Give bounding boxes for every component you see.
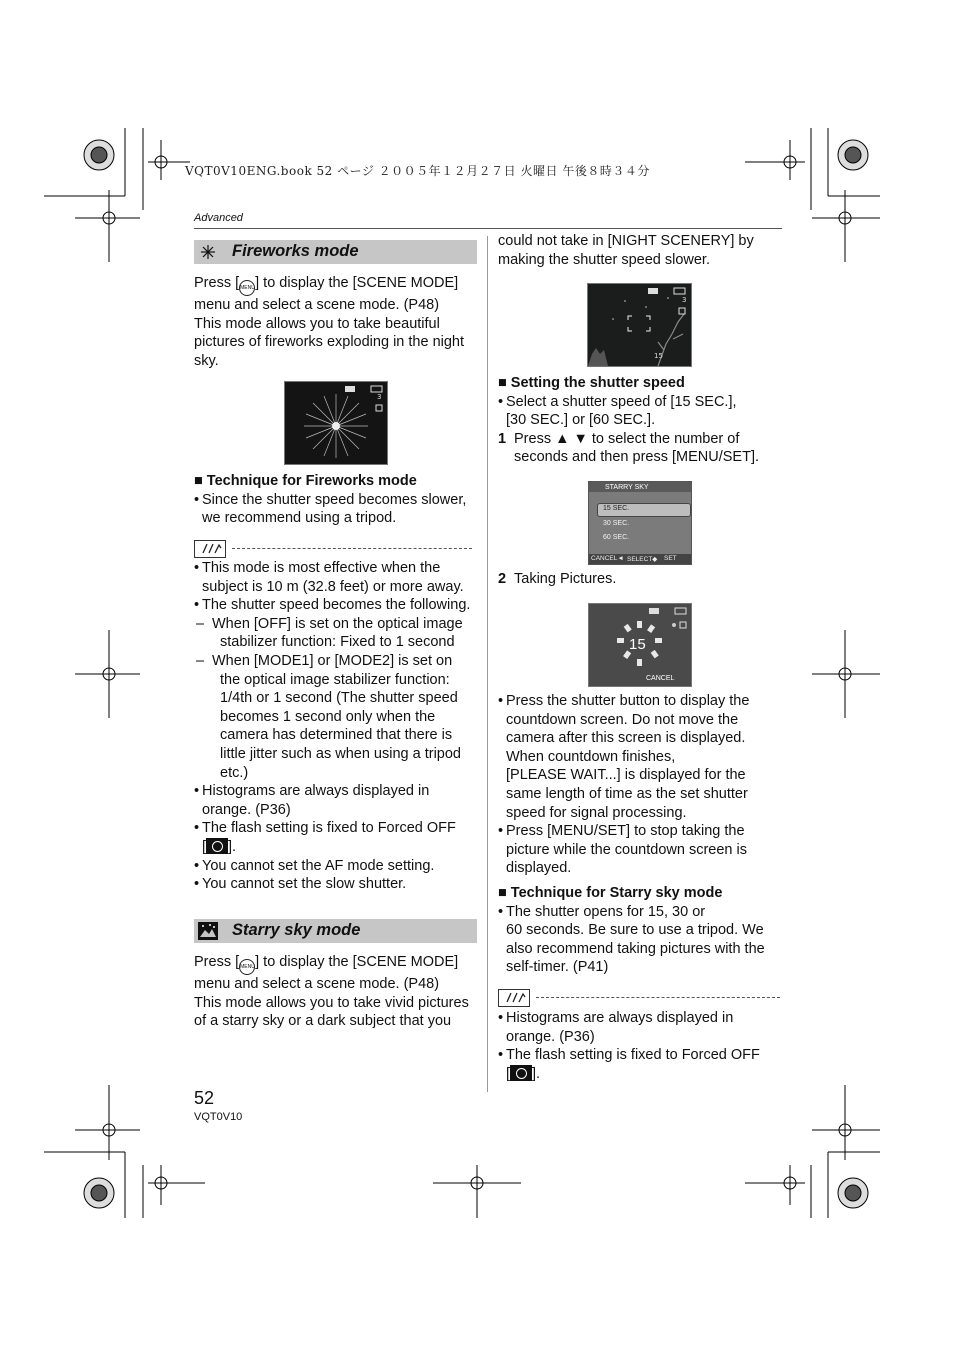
starry-title: Starry sky mode: [232, 921, 361, 939]
note-separator: [194, 540, 479, 558]
note-text: stabilizer function: Fixed to 1 second: [220, 634, 455, 651]
intro-text: menu and select a scene mode. (P48): [194, 297, 440, 313]
technique-heading: ■ Technique for Fireworks mode: [194, 473, 417, 489]
starry-heading: [194, 919, 477, 943]
menu-select-hint: SELECT◆: [627, 556, 658, 563]
technique-text: • Since the shutter speed becomes slower,: [194, 491, 479, 510]
fireworks-title: Fireworks mode: [232, 242, 359, 260]
note-text: • You cannot set the AF mode setting.: [194, 857, 484, 876]
technique-heading: ■ Technique for Starry sky mode: [498, 885, 723, 901]
screen-counter: 3: [377, 393, 382, 401]
intro-text: sky.: [194, 352, 219, 369]
fireworks-notes: [194, 559, 484, 894]
print-header: VQT0V10ENG.book 52 ページ ２００５年１２月２７日 火曜日 午後８時３４分: [185, 164, 650, 178]
note-text: – When [MODE1] or [MODE2] is set on: [194, 652, 484, 671]
technique-text: 60 seconds. Be sure to use a tripod. We: [506, 922, 764, 939]
header-rule: [194, 228, 782, 229]
intro-text: Press [: [194, 275, 240, 291]
technique-text: also recommend taking pictures with the: [506, 940, 765, 957]
intro-text: of a starry sky or a dark subject that you: [194, 1013, 452, 1030]
bracket-open: [: [506, 1065, 511, 1082]
flash-off-icon: [206, 838, 228, 854]
countdown-value: 15: [629, 636, 646, 653]
body-text: countdown screen. Do not move the: [506, 711, 739, 728]
bracket-open: [: [202, 838, 207, 855]
menu-option[interactable]: 60 SEC.: [603, 534, 630, 541]
note-icon: [194, 540, 226, 558]
note-dashed-line: [536, 997, 780, 998]
intro-text: This mode allows you to take beautiful: [194, 315, 440, 332]
starry-notes: [498, 1009, 783, 1083]
step-text: Press ▲ ▼ to select the number of: [514, 430, 740, 447]
page-code: VQT0V10: [194, 1111, 243, 1123]
technique-text: self-timer. (P41): [506, 959, 609, 976]
menu-set-icon: MENU: [239, 959, 255, 975]
intro-text: making the shutter speed slower.: [498, 251, 710, 268]
intro-text: could not take in [NIGHT SCENERY] by: [498, 233, 754, 249]
body-text: camera after this screen is displayed.: [506, 730, 746, 747]
fireworks-icon: [198, 243, 218, 261]
note-text: becomes 1 second only when the: [220, 708, 436, 725]
note-text: • You cannot set the slow shutter.: [194, 875, 484, 894]
menu-option[interactable]: 15 SEC.: [603, 505, 630, 512]
note-text: • The flash setting is fixed to Forced OFF: [194, 819, 484, 838]
note-text: orange. (P36): [202, 801, 291, 818]
starry-intro: [194, 953, 484, 1031]
intro-text: ] to display the [SCENE MODE]: [255, 275, 459, 291]
countdown-notes: [498, 692, 783, 878]
fireworks-intro: [194, 274, 479, 370]
bracket-close: ].: [228, 838, 237, 855]
note-dashed-line: [232, 548, 472, 549]
note-text: • Histograms are always displayed in: [194, 782, 484, 801]
note-text: – When [OFF] is set on the optical image: [194, 615, 484, 634]
technique-text: we recommend using a tripod.: [202, 510, 397, 527]
fireworks-burst-image: [285, 382, 387, 464]
note-text: 1/4th or 1 second (The shutter speed: [220, 690, 458, 707]
column-divider: [487, 236, 488, 1092]
note-text: • Histograms are always displayed in: [498, 1009, 783, 1028]
starry-intro-continued: [498, 232, 783, 269]
body-text: displayed.: [506, 860, 572, 877]
body-text: • Press the shutter button to display the: [498, 692, 783, 711]
body-text: • Press [MENU/SET] to stop taking the: [498, 822, 783, 841]
bracket-close: ].: [532, 1065, 541, 1082]
fireworks-technique: [194, 472, 479, 528]
intro-text: This mode allows you to take vivid pictures: [194, 994, 469, 1011]
note-text: subject is 10 m (32.8 feet) or more away.: [202, 578, 464, 595]
starry-preview-screen: [587, 283, 692, 367]
step-number: 2: [498, 571, 507, 587]
countdown-cancel-label: CANCEL: [646, 675, 675, 682]
note-text: etc.): [220, 764, 249, 781]
intro-text: ] to display the [SCENE MODE]: [255, 954, 459, 970]
body-text: When countdown finishes,: [506, 748, 676, 765]
intro-text: menu and select a scene mode. (P48): [194, 976, 440, 992]
starry-preview-image: [588, 284, 691, 366]
note-text: • The flash setting is fixed to Forced OFF: [498, 1046, 783, 1065]
intro-text: Press [: [194, 954, 240, 970]
body-text: speed for signal processing.: [506, 804, 687, 821]
menu-cancel-hint: CANCEL◄: [591, 555, 624, 562]
countdown-screen: [588, 603, 692, 687]
starry-technique: [498, 884, 783, 977]
step-2: [498, 570, 783, 589]
note-icon: [498, 989, 530, 1007]
body-text: [PLEASE WAIT...] is displayed for the: [506, 767, 746, 784]
menu-footer: [589, 554, 691, 564]
note-separator: [498, 989, 783, 1007]
flash-off-icon: [510, 1065, 532, 1081]
step-text: Taking Pictures.: [514, 571, 617, 587]
starry-sky-menu-screen: [588, 481, 692, 565]
page-number: 52: [194, 1088, 215, 1108]
note-text: • The shutter speed becomes the following.: [194, 596, 484, 615]
section-label: Advanced: [194, 212, 243, 224]
screen-counter: 3: [682, 296, 687, 304]
screen-shutter-value: 15: [654, 352, 663, 360]
note-text: orange. (P36): [506, 1028, 595, 1045]
body-text: same length of time as the set shutter: [506, 785, 748, 802]
step-text: seconds and then press [MENU/SET].: [514, 449, 759, 466]
menu-set-hint: SET: [664, 555, 677, 562]
menu-option[interactable]: 30 SEC.: [603, 520, 630, 527]
note-text: little jitter such as when using a tripod: [220, 745, 461, 762]
setting-text: • Select a shutter speed of [15 SEC.],: [498, 393, 783, 412]
technique-text: • The shutter opens for 15, 30 or: [498, 903, 783, 922]
fireworks-screen: [284, 381, 388, 465]
note-text: the optical image stabilizer function:: [220, 671, 450, 688]
setting-text: [30 SEC.] or [60 SEC.].: [506, 412, 656, 429]
note-text: • This mode is most effective when the: [194, 559, 484, 578]
setting-section: [498, 374, 783, 467]
setting-heading: ■ Setting the shutter speed: [498, 375, 685, 391]
step-number: 1: [498, 430, 507, 447]
starry-sky-icon: [198, 922, 218, 940]
fireworks-heading: [194, 240, 477, 264]
note-text: camera has determined that there is: [220, 727, 453, 744]
body-text: picture while the countdown screen is: [506, 841, 747, 858]
menu-set-icon: MENU: [239, 280, 255, 296]
intro-text: pictures of fireworks exploding in the night: [194, 334, 465, 351]
menu-title: STARRY SKY: [605, 484, 649, 491]
